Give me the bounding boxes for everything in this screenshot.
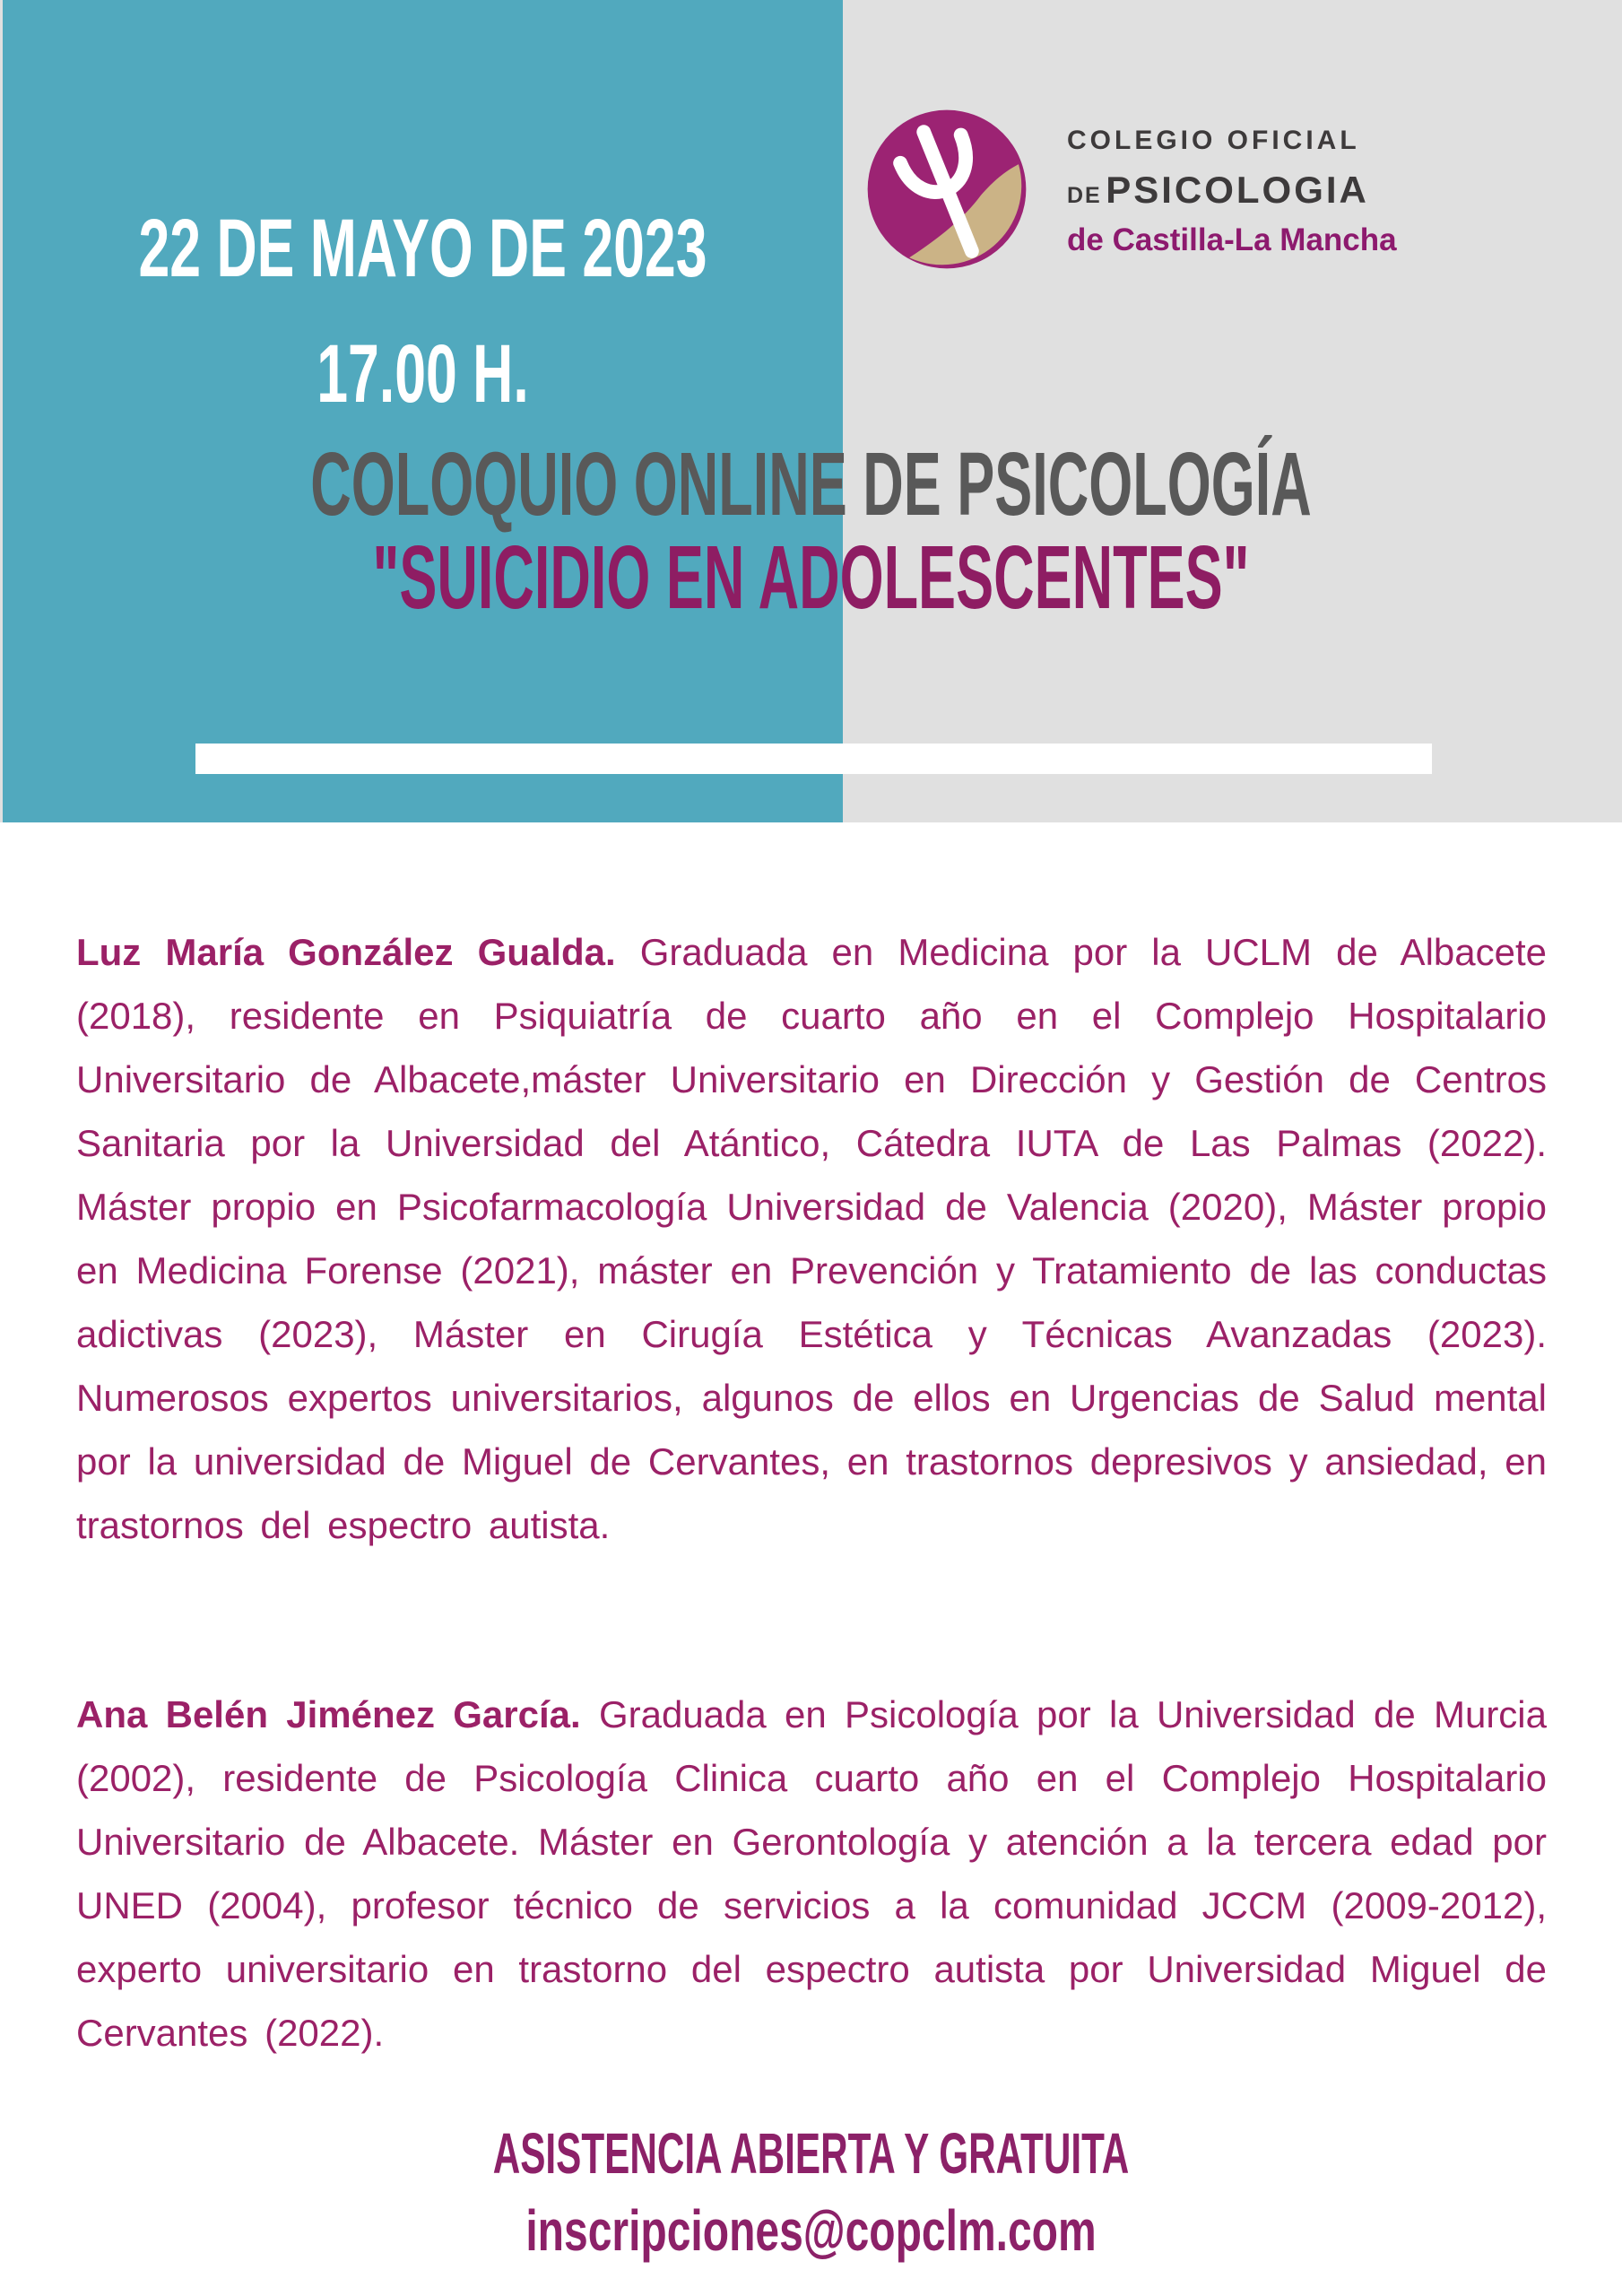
logo-line-castilla-la-mancha: de Castilla-La Mancha	[1067, 222, 1397, 257]
speaker-name-luz-maria: Luz María González Gualda.	[76, 931, 616, 973]
footer-block	[0, 2115, 1622, 2269]
event-date: 22 DE MAYO DE 2023	[138, 203, 707, 294]
speaker-name-ana-belen: Ana Belén Jiménez García.	[76, 1693, 581, 1735]
event-datetime	[3, 186, 843, 437]
logo-line-de-psicologia	[1067, 169, 1397, 212]
attendance-note: ASISTENCIA ABIERTA Y GRATUITA	[492, 2121, 1130, 2186]
speaker-bio-luz-maria	[76, 920, 1547, 1557]
logo-psicologia: PSICOLOGIA	[1106, 169, 1369, 211]
event-title	[0, 434, 1622, 628]
title-suicidio: "SUICIDIO EN ADOLESCENTES"	[372, 527, 1250, 628]
logo-line-colegio-oficial: COLEGIO OFICIAL	[1067, 126, 1360, 155]
title-coloquio: COLOQUIO ONLINE DE PSICOLOGÍA	[310, 434, 1312, 535]
registration-email: inscripciones@copclm.com	[525, 2198, 1097, 2263]
speaker-bio-text-2: Graduada en Psicología por la Universidad de Murcia (2002), residente de Psicología Clinica cuarto año en el Complejo Hospitalario Universitario de Albacete. Máster en Gerontología y atención a la tercera edad por UNED (2004), profesor técnico de servicios a la comunidad JCCM (2009-2012), experto universitario en trastorno del espectro autista por Universidad Miguel de Cervantes (2022).	[76, 1693, 1547, 2054]
divider-bar	[195, 744, 1432, 774]
speaker-bio-text-1: Graduada en Medicina por la UCLM de Albacete (2018), residente en Psiquiatría de cuarto año en el Complejo Hospitalario Universitario de Albacete,máster Universitario en Dirección y Gestión de Centros Sanitaria por la Universidad del Atántico, Cátedra IUTA de Las Palmas (2022). Máster propio en Psicofarmacología Universidad de Valencia (2020), Máster propio en Medicina Forense (2021), máster en Prevención y Tratamiento de las conductas adictivas (2023), Máster en Cirugía Estética y Técnicas Avanzadas (2023). Numerosos expertos universitarios, algunos de ellos en Urgencias de Salud mental por la universidad de Miguel de Cervantes, en trastornos depresivos y ansiedad, en trastornos del espectro autista.	[76, 931, 1547, 1546]
psi-symbol-icon	[863, 104, 1030, 274]
header-band	[0, 0, 1622, 822]
speaker-bio-ana-belen	[76, 1683, 1547, 2065]
logo-wordmark	[1067, 126, 1397, 258]
logo-de: DE	[1067, 183, 1102, 208]
event-time: 17.00 H.	[317, 328, 529, 420]
